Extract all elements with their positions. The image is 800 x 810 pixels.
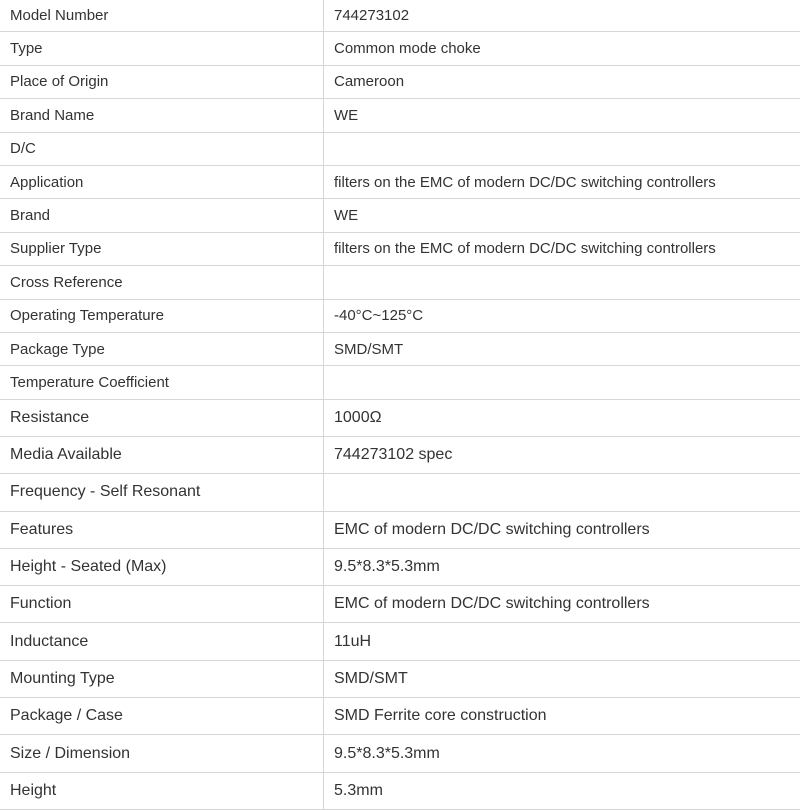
spec-value — [324, 474, 800, 511]
spec-row-package-case — [0, 698, 800, 735]
spec-value: EMC of modern DC/DC switching controllers — [324, 511, 800, 548]
spec-label: Inductance — [0, 623, 324, 660]
spec-value: 1000Ω — [324, 399, 800, 436]
spec-row-cross-reference — [0, 266, 800, 299]
spec-label: Size / Dimension — [0, 735, 324, 772]
spec-value: Cameroon — [324, 65, 800, 98]
spec-value: filters on the EMC of modern DC/DC switching controllers — [324, 165, 800, 198]
spec-label: Height — [0, 772, 324, 809]
spec-row-operating-temperature — [0, 299, 800, 332]
spec-value: Common mode choke — [324, 32, 800, 65]
spec-value: 11uH — [324, 623, 800, 660]
spec-label: Brand — [0, 199, 324, 232]
spec-label: Cross Reference — [0, 266, 324, 299]
spec-label: Package / Case — [0, 698, 324, 735]
spec-row-dc — [0, 132, 800, 165]
spec-row-height — [0, 772, 800, 809]
spec-row-brand — [0, 199, 800, 232]
spec-row-application — [0, 165, 800, 198]
spec-label: Temperature Coefficient — [0, 366, 324, 399]
spec-label: Height - Seated (Max) — [0, 548, 324, 585]
spec-row-resistance — [0, 399, 800, 436]
spec-row-supplier-type — [0, 232, 800, 265]
spec-row-media-available — [0, 436, 800, 473]
spec-label: Media Available — [0, 436, 324, 473]
spec-label: Brand Name — [0, 99, 324, 132]
spec-value: WE — [324, 99, 800, 132]
spec-label: Place of Origin — [0, 65, 324, 98]
spec-row-place-of-origin — [0, 65, 800, 98]
spec-label: Package Type — [0, 332, 324, 365]
spec-row-mounting-type — [0, 660, 800, 697]
spec-value — [324, 132, 800, 165]
spec-label: Model Number — [0, 0, 324, 32]
spec-row-type — [0, 32, 800, 65]
spec-value — [324, 366, 800, 399]
spec-value: 9.5*8.3*5.3mm — [324, 548, 800, 585]
spec-label: Features — [0, 511, 324, 548]
spec-label: Application — [0, 165, 324, 198]
spec-row-height-seated-max — [0, 548, 800, 585]
spec-label: Frequency - Self Resonant — [0, 474, 324, 511]
spec-label: Supplier Type — [0, 232, 324, 265]
spec-value: SMD Ferrite core construction — [324, 698, 800, 735]
spec-value: EMC of modern DC/DC switching controllers — [324, 586, 800, 623]
spec-value: SMD/SMT — [324, 660, 800, 697]
spec-label: Operating Temperature — [0, 299, 324, 332]
spec-value: 744273102 spec — [324, 436, 800, 473]
spec-value: 744273102 — [324, 0, 800, 32]
spec-row-features — [0, 511, 800, 548]
spec-label: Resistance — [0, 399, 324, 436]
spec-value: 9.5*8.3*5.3mm — [324, 735, 800, 772]
spec-label: Function — [0, 586, 324, 623]
spec-row-brand-name — [0, 99, 800, 132]
spec-value: 5.3mm — [324, 772, 800, 809]
spec-row-package-type — [0, 332, 800, 365]
spec-row-frequency-self-resonant — [0, 474, 800, 511]
spec-value: filters on the EMC of modern DC/DC switching controllers — [324, 232, 800, 265]
spec-value: SMD/SMT — [324, 332, 800, 365]
spec-row-size-dimension — [0, 735, 800, 772]
spec-value — [324, 266, 800, 299]
spec-label: D/C — [0, 132, 324, 165]
spec-value: -40°C~125°C — [324, 299, 800, 332]
spec-row-temperature-coefficient — [0, 366, 800, 399]
spec-label: Mounting Type — [0, 660, 324, 697]
spec-label: Type — [0, 32, 324, 65]
spec-value: WE — [324, 199, 800, 232]
spec-row-model-number — [0, 0, 800, 32]
spec-row-inductance — [0, 623, 800, 660]
spec-row-function — [0, 586, 800, 623]
